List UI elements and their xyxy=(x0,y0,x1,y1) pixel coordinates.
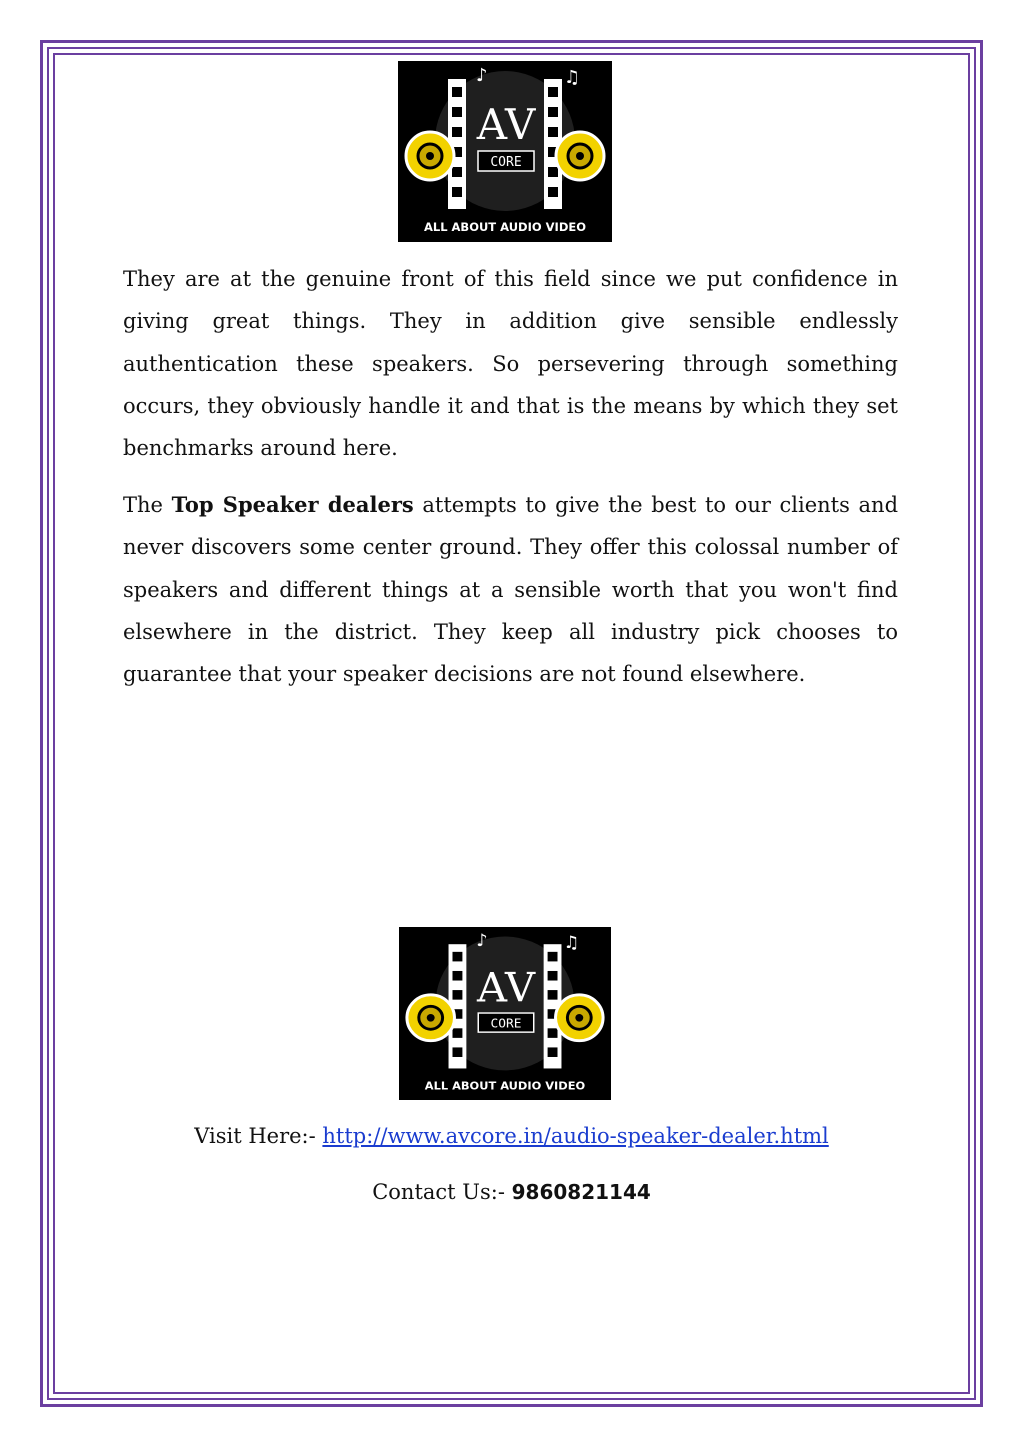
website-link[interactable]: http://www.avcore.in/audio-speaker-dealer.html xyxy=(322,1124,829,1148)
contact-line xyxy=(0,1180,1023,1204)
avcore-logo-graphic xyxy=(399,927,611,1100)
svg-text:ALL ABOUT AUDIO VIDEO: ALL ABOUT AUDIO VIDEO xyxy=(424,1079,586,1093)
speaker-left-icon xyxy=(407,995,455,1041)
contact-phone: 9860821144 xyxy=(511,1180,651,1204)
contact-label: Contact Us:- xyxy=(372,1180,512,1204)
speaker-right-icon xyxy=(556,132,604,180)
avcore-logo-graphic xyxy=(398,61,612,242)
dealers-paragraph xyxy=(123,484,898,695)
svg-text:CORE: CORE xyxy=(490,155,522,170)
speaker-right-icon xyxy=(556,995,604,1041)
dealers-paragraph-highlight: Top Speaker dealers xyxy=(171,492,414,517)
svg-text:ALL ABOUT AUDIO VIDEO: ALL ABOUT AUDIO VIDEO xyxy=(423,220,587,234)
svg-text:AV: AV xyxy=(476,100,536,149)
dealers-paragraph-prefix: The xyxy=(123,493,172,517)
visit-line xyxy=(0,1124,1023,1148)
intro-paragraph-text: They are at the genuine front of this field since we put confidence in giving great things. They in addition give sensible endlessly authentication these speakers. So persevering through something occurs, they obviously handle it and that is the means by which they set benchmarks around here. xyxy=(123,267,898,461)
svg-text:CORE: CORE xyxy=(490,1015,522,1031)
avcore-logo-bottom xyxy=(399,927,611,1100)
svg-text:♪: ♪ xyxy=(476,931,488,952)
visit-label: Visit Here:- xyxy=(194,1124,323,1148)
svg-text:♫: ♫ xyxy=(564,67,581,88)
dealers-paragraph-text: attempts to give the best to our clients and never discovers some center ground. They offer this colossal number of speakers and different things at a sensible worth that you won't find elsewhere in the district. They keep all industry pick chooses to guarantee that your speaker decisions are not found elsewhere. xyxy=(123,493,899,687)
intro-paragraph xyxy=(123,258,898,469)
speaker-left-icon xyxy=(406,132,454,180)
svg-text:AV: AV xyxy=(476,964,536,1012)
svg-text:♪: ♪ xyxy=(476,65,488,86)
svg-text:♫: ♫ xyxy=(563,933,580,953)
avcore-logo-top xyxy=(398,61,612,242)
